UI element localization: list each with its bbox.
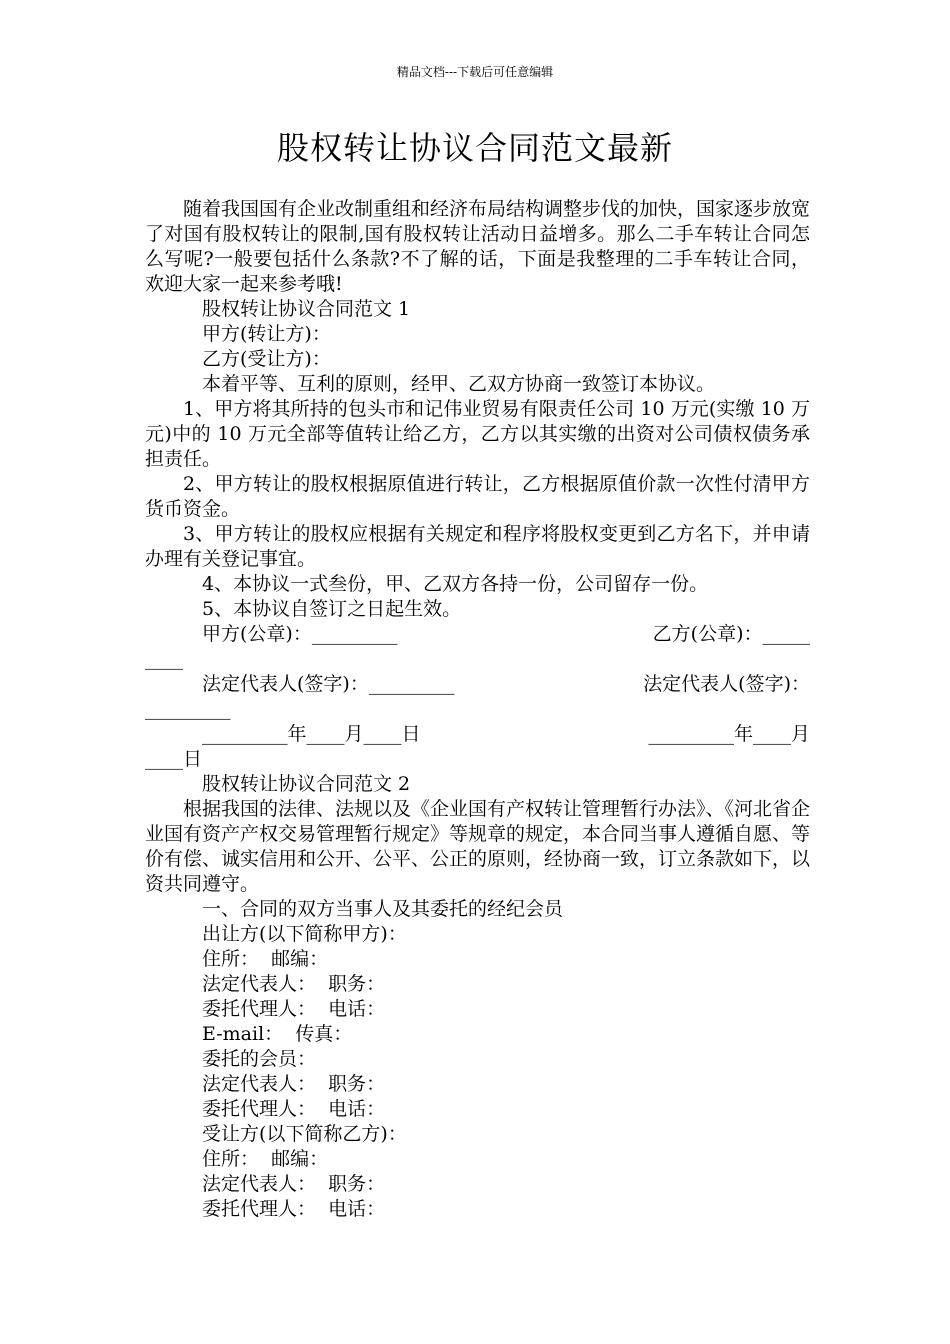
date-party-b: _________年____月 xyxy=(648,723,810,745)
form-line: 委托代理人： 电话： xyxy=(202,1198,386,1220)
form-line: 法定代表人： 职务： xyxy=(202,973,386,995)
seal-row xyxy=(145,622,810,647)
form-line: 法定代表人： 职务： xyxy=(202,1073,386,1095)
representative-party-b: 法定代表人(签字)： xyxy=(643,673,810,695)
sample1-heading: 股权转让协议合同范文 1 xyxy=(202,298,411,320)
date-party-a: _________年____月____日 xyxy=(202,723,421,745)
form-line: 出让方(以下简称甲方)： xyxy=(202,923,407,945)
preamble-line: 本着平等、互利的原则，经甲、乙双方协商一致签订本协议。 xyxy=(202,373,716,395)
clause-5: 5、本协议自签订之日起生效。 xyxy=(202,598,462,620)
party-a-line: 甲方(转让方)： xyxy=(202,323,331,345)
seal-wrap-line: ____ xyxy=(145,648,183,670)
form-line: 受让方(以下简称乙方)： xyxy=(202,1123,407,1145)
form-line: 委托代理人： 电话： xyxy=(202,998,386,1020)
form-line: 住所： 邮编： xyxy=(202,948,329,970)
clause-1: 1、甲方将其所持的包头市和记伟业贸易有限责任公司 10 万元(实缴 10 万元)中的 10 万元全部等值转让给乙方，乙方以其实缴的出资对公司债权债务承担责任。 xyxy=(145,398,810,470)
date-row xyxy=(145,722,810,747)
form-line: E-mail： 传真： xyxy=(202,1023,353,1045)
representative-wrap-line: _________ xyxy=(145,698,231,720)
clause-2: 2、甲方转让的股权根据原值进行转让，乙方根据原值价款一次性付清甲方货币资金。 xyxy=(145,473,810,520)
party-b-line: 乙方(受让方)： xyxy=(202,348,331,370)
representative-party-a: 法定代表人(签字)：_________ xyxy=(202,673,455,695)
seal-party-b: 乙方(公章)：_____ xyxy=(652,623,810,645)
sample2-intro: 根据我国的法律、法规以及《企业国有产权转让管理暂行办法》、《河北省企业国有资产产权交易管理暂行规定》等规章的规定，本合同当事人遵循自愿、等价有偿、诚实信用和公开、公平、公正的原则，经协商一致，订立条款如下，以资共同遵守。 xyxy=(145,798,811,895)
sample2-heading: 股权转让协议合同范文 2 xyxy=(202,773,411,795)
form-line: 住所： 邮编： xyxy=(202,1148,329,1170)
intro-paragraph: 随着我国国有企业改制重组和经济布局结构调整步伐的加快，国家逐步放宽了对国有股权转让的限制,国有股权转让活动日益增多。那么二手车转让合同怎么写呢?一般要包括什么条款?不了解的话，下面是我整理的二手车转让合同，欢迎大家一起来参考哦! xyxy=(145,198,811,295)
page-header: 精品文档---下载后可任意编辑 xyxy=(396,65,554,79)
seal-party-a: 甲方(公章)：_________ xyxy=(202,623,398,645)
form-line: 委托代理人： 电话： xyxy=(202,1098,386,1120)
form-line: 法定代表人： 职务： xyxy=(202,1173,386,1195)
document-title: 股权转让协议合同范文最新 xyxy=(276,129,673,167)
date-wrap-line: ____日 xyxy=(145,748,203,770)
clause-3: 3、甲方转让的股权应根据有关规定和程序将股权变更到乙方名下，并申请办理有关登记事宜。 xyxy=(145,523,810,570)
sample2-section-1: 一、合同的双方当事人及其委托的经纪会员 xyxy=(202,898,564,920)
document-body xyxy=(145,197,810,1222)
clause-4: 4、本协议一式叁份，甲、乙双方各持一份，公司留存一份。 xyxy=(202,573,709,595)
form-line: 委托的会员： xyxy=(202,1048,317,1070)
representative-row xyxy=(145,672,810,697)
